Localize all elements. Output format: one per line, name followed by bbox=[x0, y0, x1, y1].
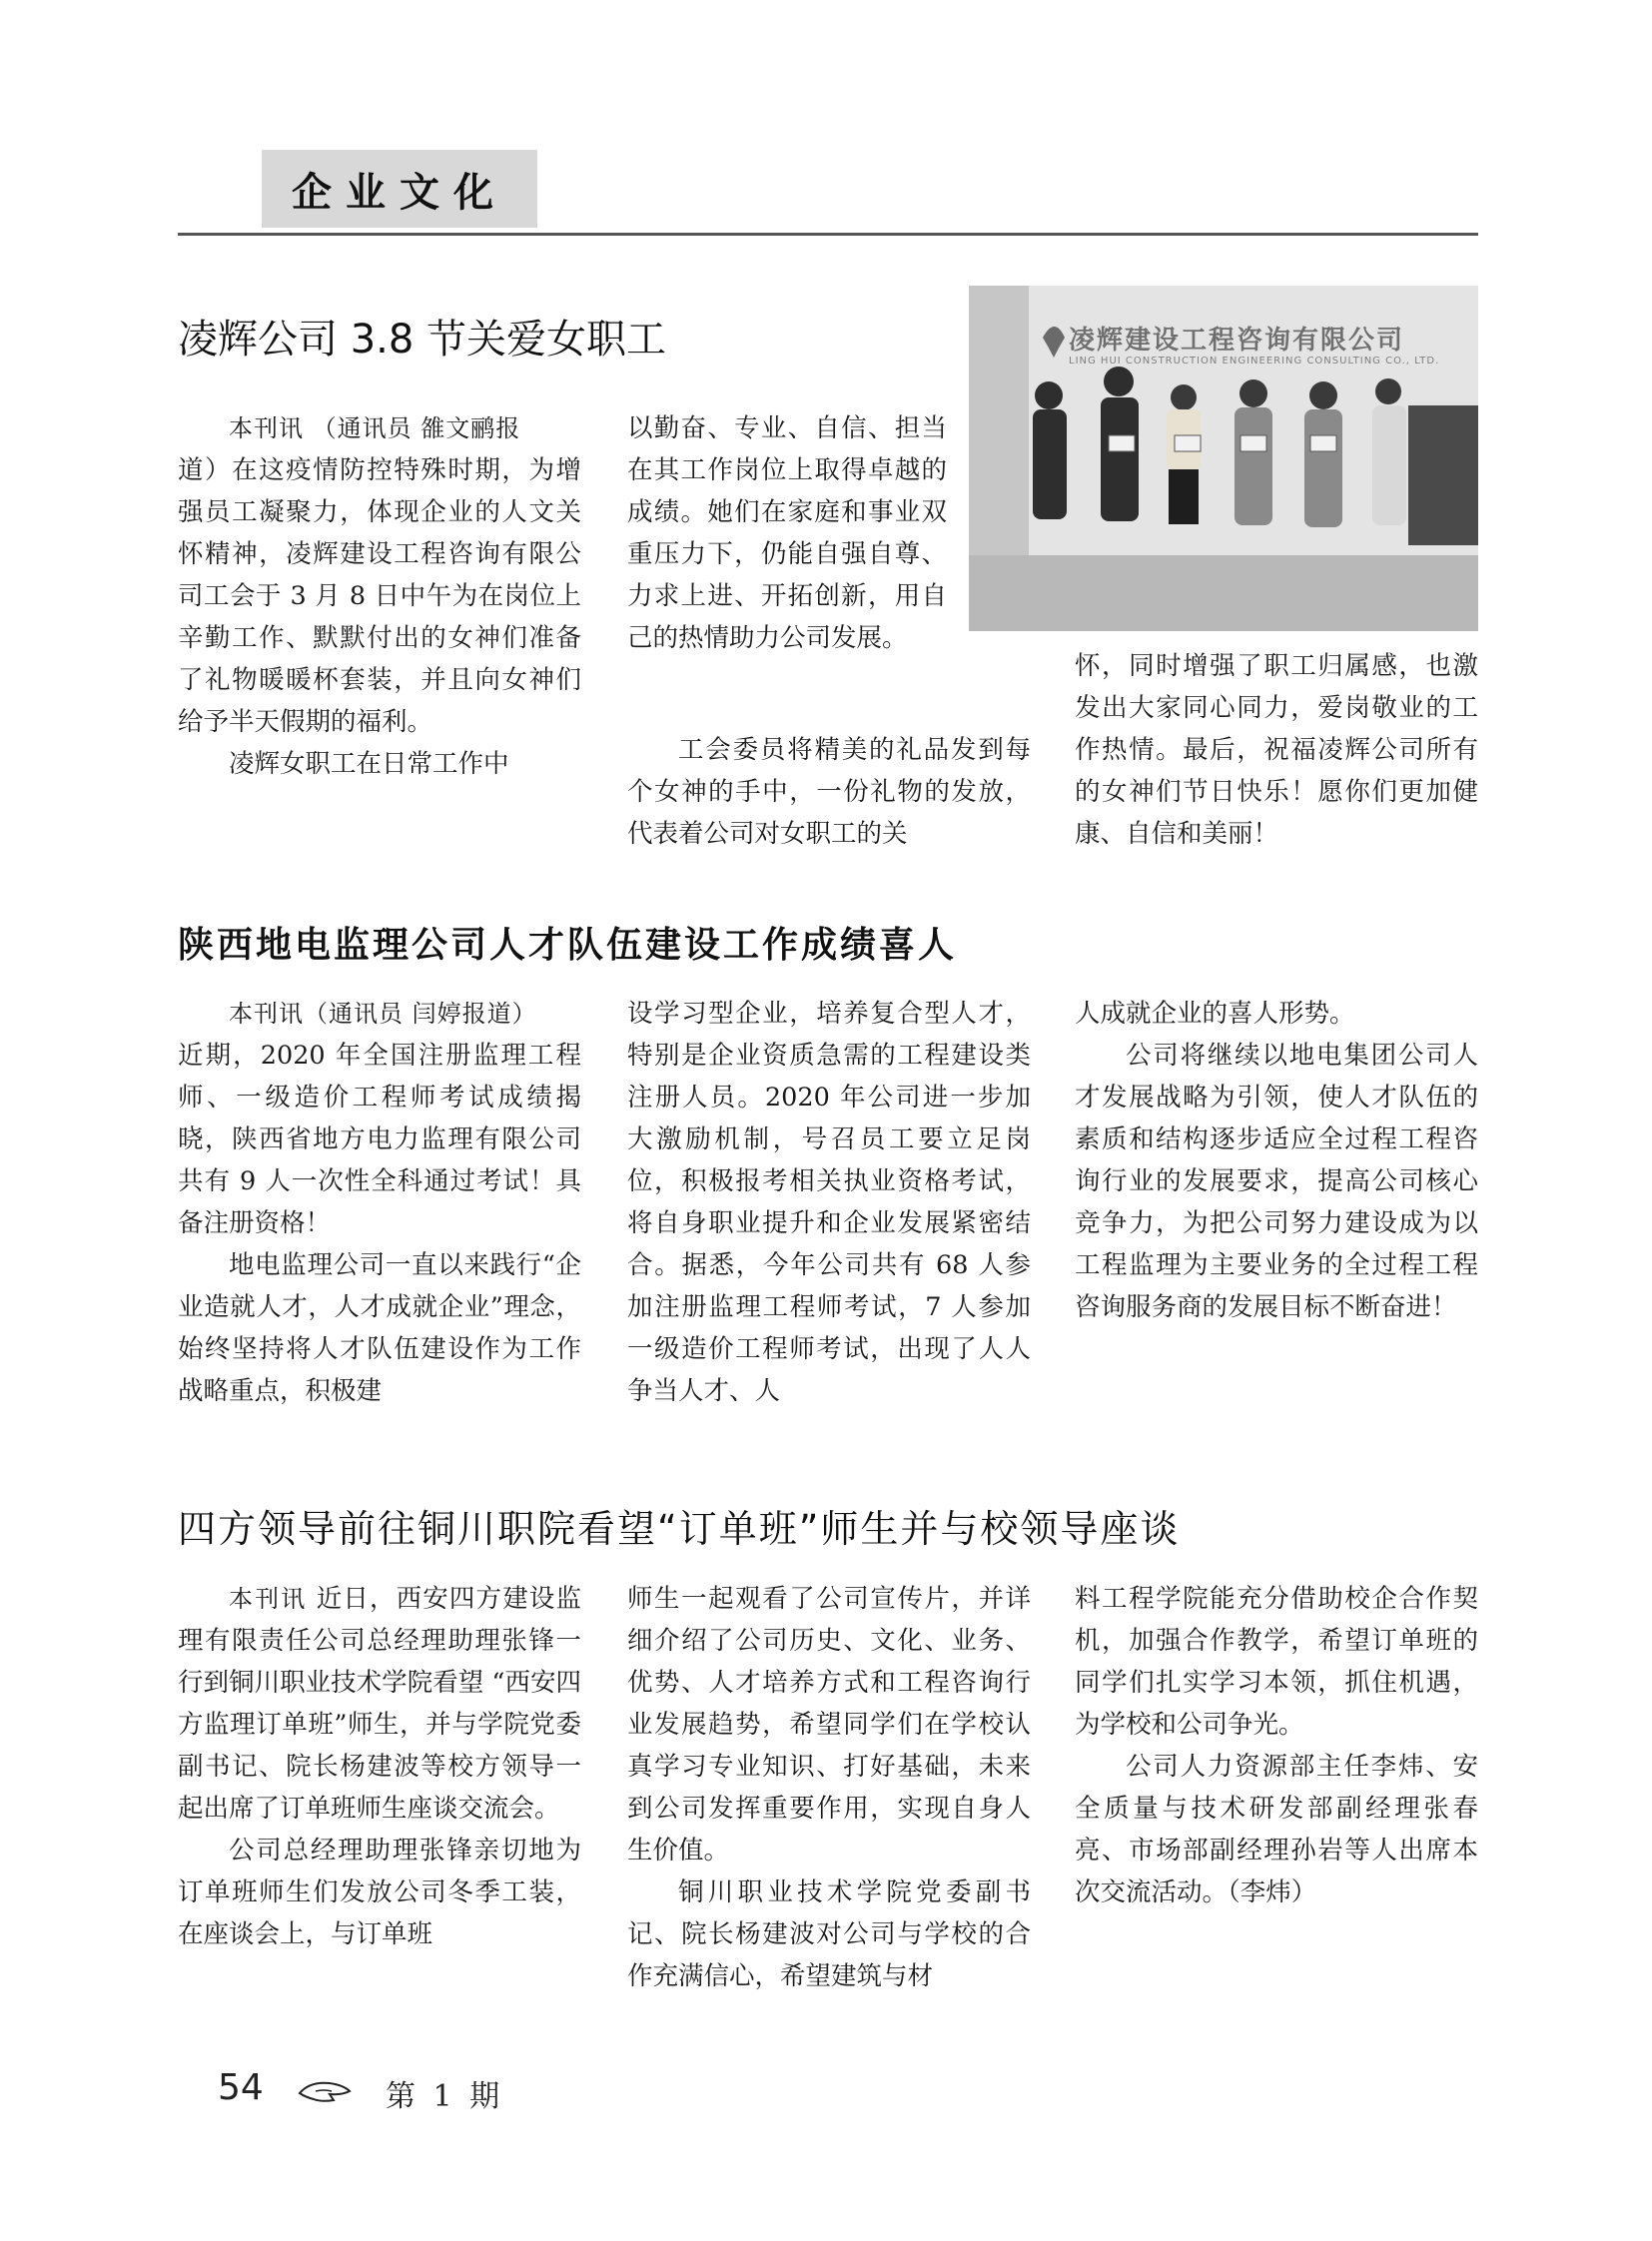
article3-col1 bbox=[178, 1578, 581, 1955]
article2-col3-text: 人成就企业的喜人形势。 bbox=[1075, 999, 1355, 1029]
page-number: 54 bbox=[218, 2067, 264, 2108]
article1-byline: 本刊讯 （通讯员 雒文鹂报 bbox=[229, 414, 521, 442]
article3-col1-p2: 公司总经理助理张锋亲切地为订单班师生们发放公司冬季工装，在座谈会上，与订单班 bbox=[178, 1836, 581, 1949]
article1-title: 凌辉公司 3.8 节关爱女职工 bbox=[178, 317, 667, 363]
article1-col1-p2: 凌辉女职工在日常工作中 bbox=[229, 749, 509, 779]
article2-col3 bbox=[1075, 993, 1478, 1328]
article3-col2-text: 师生一起观看了公司宣传片，并详细介绍了公司历史、文化、业务、优势、人才培养方式和工程咨询行业发展趋势，希望同学们在学校认真学习专业知识、打好基础，未来到公司发挥重要作用，实现自身人生价值。 bbox=[627, 1584, 1031, 1866]
article3-byline: 本刊讯 bbox=[229, 1585, 308, 1613]
section-header-tab: 企业文化 bbox=[262, 150, 537, 228]
article1-col3-text: 怀，同时增强了职工归属感，也激发出大家同心同力，爱岗敬业的工作热情。最后，祝福凌辉公司所有的女神们节日快乐！愿你们更加健康、自信和美丽！ bbox=[1075, 651, 1478, 849]
footer-hand-icon bbox=[298, 2079, 352, 2105]
article1-col2-cont bbox=[627, 729, 1031, 855]
article2-col1-text: 近期，2020 年全国注册监理工程师、一级造价工程师考试成绩揭晓，陕西省地方电力监理有限公司共有 9 人一次性全科通过考试！具备注册资格！ bbox=[178, 1041, 581, 1238]
article1-photo bbox=[969, 286, 1478, 631]
article1-col2-p2: 工会委员将精美的礼品发到每个女神的手中，一份礼物的发放，代表着公司对女职工的关 bbox=[627, 735, 1031, 849]
article2-col2-text: 设学习型企业，培养复合型人才，特别是企业资质急需的工程建设类注册人员。2020 年公司进一步加大激励机制，号召员工要立足岗位，积极报考相关执业资格考试，将自身职业提升和企业发展紧密结合。据悉，今年公司共有 68 人参加注册监理工程师考试，7 人参加一级造价工程师考试，出现了人人争当人才、人 bbox=[627, 999, 1031, 1406]
article1-col3 bbox=[1075, 645, 1478, 855]
article1-col2-p1: 以勤奋、专业、自信、担当在其工作岗位上取得卓越的成绩。她们在家庭和事业双重压力下，仍能自强自尊、力求上进、开拓创新，用自己的热情助力公司发展。 bbox=[627, 413, 947, 653]
article3-col2 bbox=[627, 1578, 1031, 1997]
article3-col3-text: 料工程学院能充分借助校企合作契机，加强合作教学，希望订单班的同学们扎实学习本领，抓住机遇，为学校和公司争光。 bbox=[1075, 1584, 1478, 1740]
article1-col2 bbox=[627, 407, 947, 659]
article3-col2-p2: 铜川职业技术学院党委副书记、院长杨建波对公司与学校的合作充满信心，希望建筑与材 bbox=[627, 1877, 1031, 1991]
issue-label: 第 1 期 bbox=[386, 2079, 504, 2114]
article2-col3-p2: 公司将继续以地电集团公司人才发展战略为引领，使人才队伍的素质和结构逐步适应全过程工程咨询行业的发展要求，提高公司核心竞争力，为把公司努力建设成为以工程监理为主要业务的全过程工程咨询服务商的发展目标不断奋进！ bbox=[1075, 1041, 1478, 1322]
article3-col3-p2: 公司人力资源部主任李炜、安全质量与技术研发部副经理张春亮、市场部副经理孙岩等人出席本次交流活动。（李炜） bbox=[1075, 1752, 1478, 1907]
article2-col2 bbox=[627, 993, 1031, 1412]
article3-col1-text: 本刊讯 近日，西安四方建设监理有限责任公司总经理助理张锋一行到铜川职业技术学院看望 “西安四方监理订单班”师生，并与学院党委副书记、院长杨建波等校方领导一起出席了订单班师生座谈交流会。 bbox=[178, 1584, 581, 1824]
header-rule bbox=[178, 233, 1478, 236]
photo-company-sign: 凌辉建设工程咨询有限公司 bbox=[1069, 326, 1405, 356]
article1-col1 bbox=[178, 407, 581, 785]
article3-col3 bbox=[1075, 1578, 1478, 1913]
article2-col1 bbox=[178, 993, 581, 1412]
article3-title: 四方领导前往铜川职院看望“订单班”师生并与校领导座谈 bbox=[178, 1507, 1181, 1551]
article2-byline: 本刊讯（通讯员 闫婷报道） bbox=[229, 1000, 537, 1028]
article2-title: 陕西地电监理公司人才队伍建设工作成绩喜人 bbox=[178, 925, 958, 966]
article1-col1-text: 道）在这疫情防控特殊时期，为增强员工凝聚力，体现企业的人文关怀精神，凌辉建设工程咨询有限公司工会于 3 月 8 日中午为在岗位上辛勤工作、默默付出的女神们准备了礼物暖暖杯套装，并且向女神们给予半天假期的福利。 bbox=[178, 455, 581, 737]
photo-company-sign-en: LING HUI CONSTRUCTION ENGINEERING CONSULTING CO., LTD. bbox=[1069, 356, 1440, 367]
article2-col1-p2: 地电监理公司一直以来践行“企业造就人才，人才成就企业”理念，始终坚持将人才队伍建设作为工作战略重点，积极建 bbox=[178, 1250, 581, 1406]
